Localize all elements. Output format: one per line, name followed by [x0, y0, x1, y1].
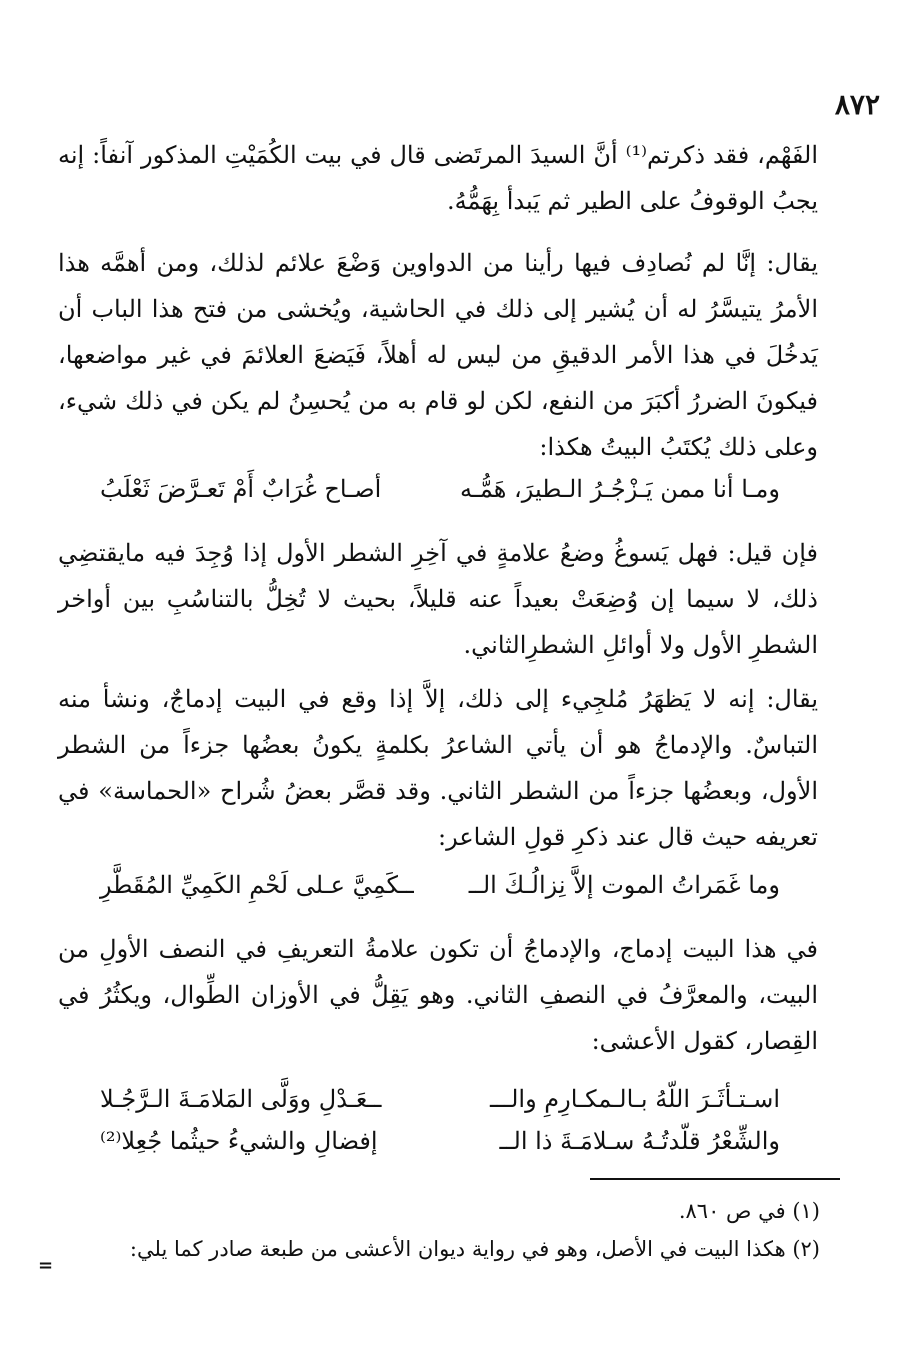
verse-3-left-hemistich: ــعَـدْلِ ووَلَّى المَلامَـةَ الـرَّجُـلا [100, 1085, 382, 1113]
paragraph-3: فإن قيل: فهل يَسوغُ وضعُ علامةٍ في آخِرِ الشطر الأول إذا وُجِدَ فيه مايقتضِي ذلك، لا سيما إن وُضِعَتْ بعيداً عنه قليلاً، بحيث لا تُخِلُّ بالتناسُبِ بين أواخر الشطرِ الأول ولا أوائلِ الشطرِالثاني. [58, 539, 818, 659]
footnote-divider [590, 1178, 840, 1180]
page-number: ٨٧٢ [834, 88, 880, 121]
verse-4 [100, 1118, 780, 1164]
verse-1 [100, 466, 780, 512]
paragraph-5: في هذا البيت إدماج، والإدماجُ أن تكون علامةُ التعريفِ في النصف الأولِ من البيت، والمعرَّفُ في النصفِ الثاني. وهو يَقِلُّ في الأوزان الطِّوال، ويكثُرُ في القِصار، كقول الأعشى: [58, 935, 818, 1055]
verse-4-right-hemistich: والشِّعْرُ قلّدتُـهُ سـلامَـةَ ذا الــ [499, 1127, 780, 1155]
margin-mark: = [38, 1255, 54, 1276]
verse-3-right-hemistich: اسـتـأثَـرَ اللّهُ بـالـمكـارِمِ والـــ [490, 1085, 780, 1113]
verse-1-right-hemistich: ومـا أنا ممن يَـزْجُـرُ الـطيرَ، هَمُّـه [459, 475, 780, 503]
paragraph-1: الفَهْم، فقد ذكرتم⁽¹⁾ أنَّ السيدَ المرتَضى قال في بيت الكُمَيْتِ المذكور آنفاً: إنه يجبُ الوقوفُ على الطير ثم يَبدأ بِهَمُّهُ. [58, 141, 819, 215]
verse-2-right-hemistich: وما غَمَراتُ الموت إلاَّ نِزالُـكَ الــ [468, 871, 780, 899]
footnote-1: (١) في ص ٨٦٠. [678, 1199, 820, 1223]
verse-1-left-hemistich: أصـاح غُرَابٌ أَمْ تَعـرَّضَ ثَعْلَبُ [100, 475, 382, 503]
verse-4-left-hemistich: إفضالِ والشيءُ حيثُما جُعِلا⁽²⁾ [100, 1127, 378, 1155]
verse-2-left-hemistich: ــكَمِيَّ عـلى لَحْمِ الكَمِيِّ المُقَطَّرِ [100, 871, 414, 899]
verse-2 [100, 862, 780, 908]
paragraph-4: يقال: إنه لا يَظهَرُ مُلجِيء إلى ذلك، إلاَّ إذا وقع في البيت إدماجٌ، ونشأ منه التباسٌ. والإدماجُ هو أن يأتي الشاعرُ بكلمةٍ يكونُ بعضُها جزءاً من الشطر الأول، وبعضُها جزءاً من الشطر الثاني. وقد قصَّر بعضُ شُراح «الحماسة» في تعريفه حيث قال عند ذكرِ قولِ الشاعر: [58, 685, 818, 851]
verse-3 [100, 1076, 780, 1122]
paragraph-2: يقال: إنَّا لم نُصادِف فيها رأينا من الدواوين وَضْعَ علائم لذلك، ومن أهمَّه هذا الأمرُ يتيسَّرُ له أن يُشير إلى ذلك في الحاشية، ويُخشى من فتح هذا الباب أن يَدخُلَ في هذا الأمر الدقيقِ من ليس له أهلاً، فَيَضعَ العلائمَ في غير مواضعها، فيكونَ الضررُ أكبَرَ من النفع، لكن لو قام به من يُحسِنُ لم يكن في ذلك شيء، وعلى ذلك يُكتَبُ البيتُ هكذا: [58, 249, 818, 461]
footnote-2: (٢) هكذا البيت في الأصل، وهو في رواية ديوان الأعشى من طبعة صادر كما يلي: [129, 1237, 820, 1261]
